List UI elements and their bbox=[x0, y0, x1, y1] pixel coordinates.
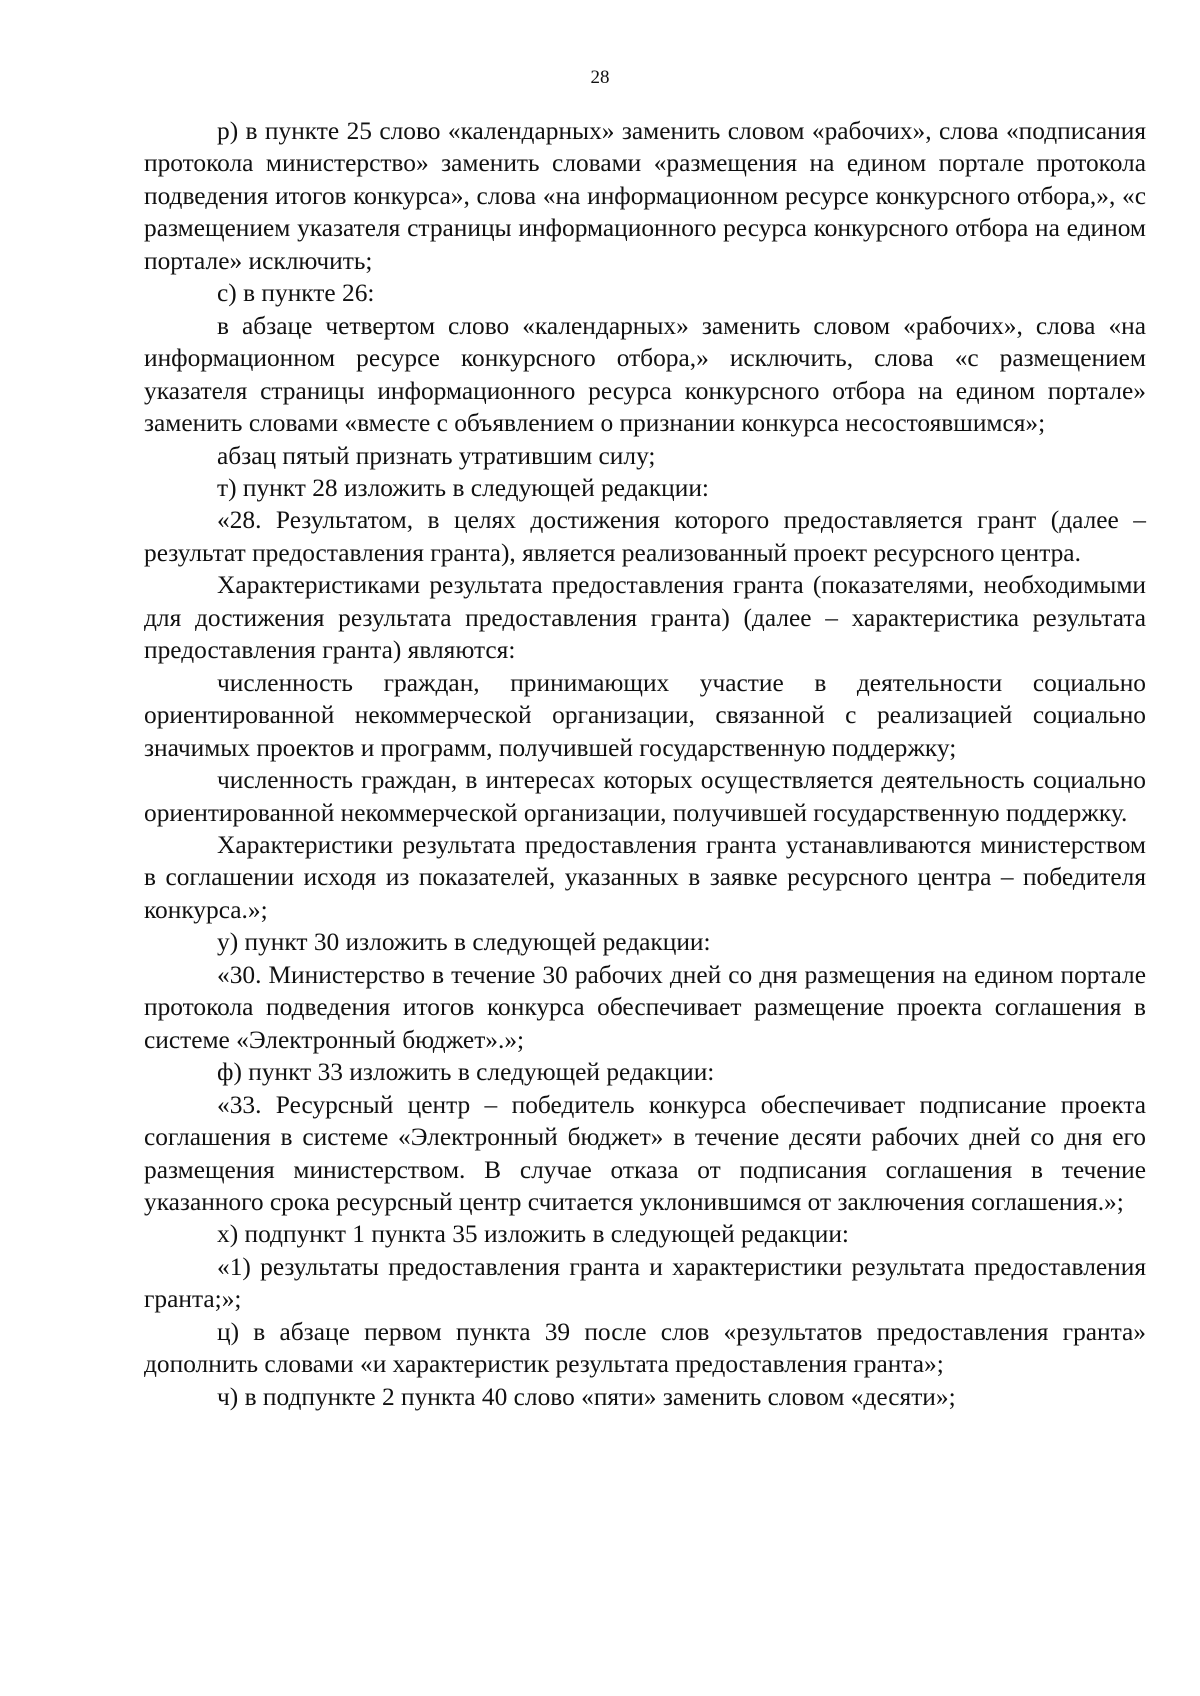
paragraph-t-item-28: т) пункт 28 изложить в следующей редакции: bbox=[217, 473, 709, 502]
paragraph-s-item-26: с) в пункте 26: bbox=[217, 279, 375, 308]
paragraph-item-28-text: «28. Результатом, в целях достижения которого предоставляется грант (далее – результат предоставления гранта), является реализованный проект ресурсного центра. bbox=[144, 506, 1146, 567]
paragraph-characteristic-1: численность граждан, принимающих участие в деятельности социально ориентированной некоммерческой организации, связанной с реализацией социально значимых проектов и программ, получившей государственную поддержку; bbox=[144, 668, 1146, 762]
paragraph-item-35-1-text: «1) результаты предоставления гранта и характеристики результата предоставления гранта;»; bbox=[144, 1252, 1146, 1314]
paragraph-ts-item-39: ц) в абзаце первом пункта 39 после слов «результатов предоставления гранта» дополнить словами «и характеристик результата предоставления гранта»; bbox=[144, 1317, 1146, 1379]
paragraph-s-abzac-5: абзац пятый признать утратившим силу; bbox=[217, 441, 656, 470]
document-body bbox=[144, 115, 1146, 1413]
paragraph-f-item-33: ф) пункт 33 изложить в следующей редакции: bbox=[217, 1058, 715, 1087]
paragraph-item-33-text: «33. Ресурсный центр – победитель конкурса обеспечивает подписание проекта соглашения в системе «Электронный бюджет» в течение десяти рабочих дней со дня его размещения министерством. В случае отказа от подписания соглашения в течение указанного срока ресурсный центр считается уклонившимся от заключения соглашения.»; bbox=[144, 1090, 1146, 1216]
paragraph-kh-item-35: х) подпункт 1 пункта 35 изложить в следующей редакции: bbox=[217, 1220, 849, 1249]
paragraph-r-item-25: р) в пункте 25 слово «календарных» заменить словом «рабочих», слова «подписания протокола министерство» заменить словами «размещения на едином портале протокола подведения итогов конкурса», слова «на информационном ресурсе конкурсного отбора,», «с размещением указателя страницы информационного ресурса конкурсного отбора на едином портале» исключить; bbox=[144, 117, 1146, 275]
paragraph-item-30-text: «30. Министерство в течение 30 рабочих дней со дня размещения на едином портале протокола подведения итогов конкурса обеспечивает размещение проекта соглашения в системе «Электронный бюджет».»; bbox=[144, 960, 1146, 1054]
paragraph-s-abzac-4: в абзаце четвертом слово «календарных» заменить словом «рабочих», слова «на информационном ресурсе конкурсного отбора,» исключить, слова «с размещением указателя страницы информационного ресурса конкурсного отбора на едином портале» заменить словами «вместе с объявлением о признании конкурса несостоявшимся»; bbox=[144, 311, 1146, 438]
page-number: 28 bbox=[590, 67, 610, 88]
paragraph-ch-item-40: ч) в подпункте 2 пункта 40 слово «пяти» заменить словом «десяти»; bbox=[217, 1382, 956, 1411]
paragraph-characteristics-set: Характеристики результата предоставления гранта устанавливаются министерством в соглашении исходя из показателей, указанных в заявке ресурсного центра – победителя конкурса.»; bbox=[144, 830, 1146, 924]
paragraph-u-item-30: у) пункт 30 изложить в следующей редакции: bbox=[217, 928, 711, 957]
paragraph-characteristic-2: численность граждан, в интересах которых осуществляется деятельность социально ориентированной некоммерческой организации, получившей государственную поддержку. bbox=[144, 766, 1146, 827]
paragraph-characteristics-intro: Характеристиками результата предоставления гранта (показателями, необходимыми для достижения результата предоставления гранта) (далее – характеристика результата предоставления гранта) являются: bbox=[144, 571, 1146, 665]
